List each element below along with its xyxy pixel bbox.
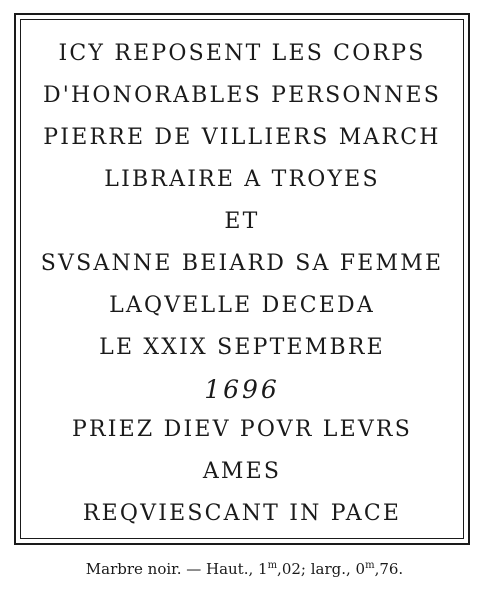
caption-text-after: ,76. bbox=[374, 560, 404, 578]
caption-text-before: Marbre noir. — Haut., 1 bbox=[85, 560, 268, 578]
figure-caption bbox=[0, 561, 489, 577]
caption-text-mid: ,02; larg., 0 bbox=[277, 560, 366, 578]
inscription-line-10: PRIEZ DIEV POVR LEVRS bbox=[72, 417, 412, 442]
inscription-line-12: REQVIESCANT IN PACE bbox=[82, 501, 402, 526]
inscription-line-4: LIBRAIRE A TROYES bbox=[104, 167, 380, 192]
inscription-line-11: AMES bbox=[202, 459, 282, 484]
inscription-line-8: LE XXIX SEPTEMBRE bbox=[99, 335, 385, 360]
inscription-line-2: D'HONORABLES PERSONNES bbox=[42, 83, 442, 108]
caption-sup-1: m bbox=[267, 560, 278, 571]
inscription-line-1: ICY REPOSENT LES CORPS bbox=[58, 41, 426, 66]
inscription-line-6: SVSANNE BEIARD SA FEMME bbox=[40, 251, 444, 276]
inscription-year: 1696 bbox=[204, 375, 280, 404]
caption-sup-2: m bbox=[365, 560, 375, 571]
inscription-plate bbox=[14, 13, 470, 545]
inscription-line-3: PIERRE DE VILLIERS MARCH bbox=[43, 125, 441, 150]
inscription-line-5: ET bbox=[224, 209, 260, 234]
inscription-line-7: LAQVELLE DECEDA bbox=[109, 293, 375, 318]
